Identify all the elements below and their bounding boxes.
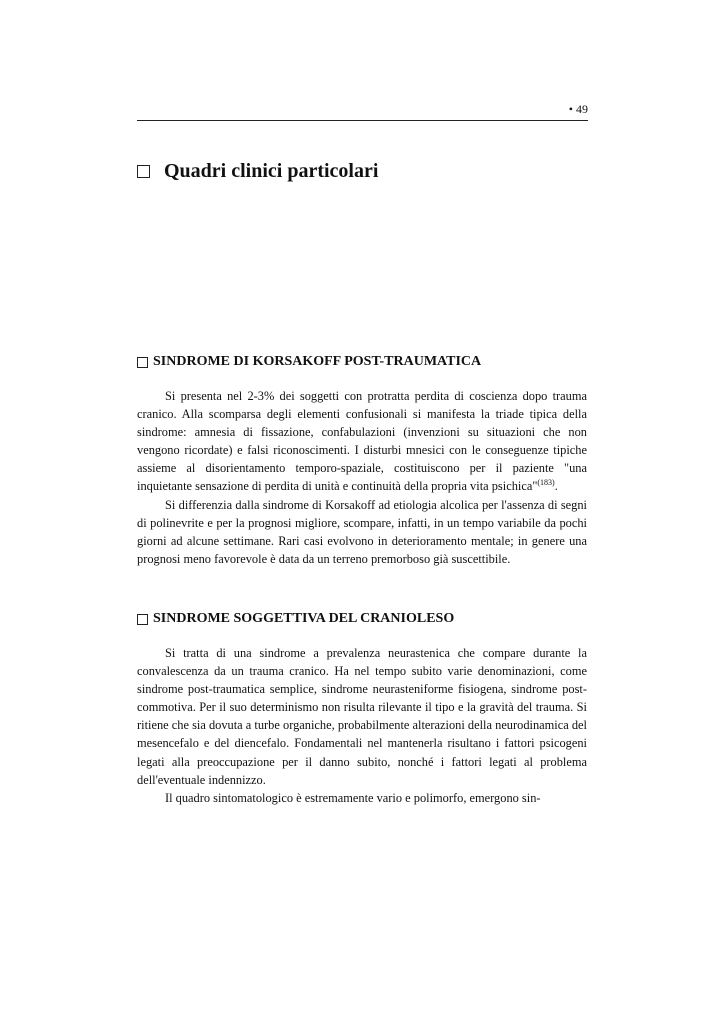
paragraph: Si differenzia dalla sindrome di Korsakoff ad etiologia alcolica per l'assenza di segni di polinevrite e per la prognosi migliore, scompare, infatti, in un tempo variabile da pochi giorni ad alcune settimane. Rari casi evolvono in deterioramento mentale; in genere una prognosi meno favorevole è data da un terreno premorboso già suscettibile. bbox=[137, 497, 587, 566]
checkbox-square-icon bbox=[137, 357, 148, 368]
checkbox-square-icon bbox=[137, 165, 150, 178]
chapter-title bbox=[137, 160, 378, 183]
page-number: • 49 bbox=[568, 102, 588, 116]
paragraph: Il quadro sintomatologico è estremamente vario e polimorfo, emergono sin- bbox=[165, 790, 541, 805]
paragraph bbox=[137, 387, 587, 496]
page-header bbox=[137, 100, 588, 121]
section-craniolesion bbox=[137, 611, 587, 807]
citation-superscript: (183) bbox=[537, 478, 555, 488]
paragraph-end: . bbox=[554, 479, 558, 494]
section-heading bbox=[137, 354, 587, 370]
paragraph: Si tratta di una sindrome a prevalenza neurastenica che compare durante la convalescenza da un trauma cranico. Ha nel tempo subito varie denominazioni, come sindrome post-traumatica semplice, sindrome neurasteniforme fisiogena, sindrome post-commotiva. Per il suo determinismo non risulta rilevante il tipo e la gravità del trauma. Si ritiene che sia dovuta a turbe organiche, probabilmente alterazioni della neurodinamica del mesencefalo e del diencefalo. Fondamentali nel mantenerla risultano i fattori psicogeni legati alla preoccupazione per il danno subito, nonché i fattori legati al problema dell'eventuale indennizzo. bbox=[137, 646, 587, 787]
section-heading-text: SINDROME SOGGETTIVA DEL CRANIOLESO bbox=[153, 611, 455, 626]
paragraph-text: Si presenta nel 2-3% dei soggetti con protratta perdita di coscienza dopo trauma cranico. Alla scomparsa degli elementi confusionali si manifesta la triade tipica della sindrome: amnesia di fissazione, confabulazioni (invenzioni su situazioni che non vengono ricordate) e falsi riconoscimenti. I disturbi mnesici con le conseguenze tipiche assieme al disorientamento temporo-spaziale, costituiscono per il paziente "una inquietante sensazione di perdita di unità e continuità della propria vita psichica" bbox=[137, 389, 587, 494]
section-heading bbox=[137, 611, 587, 627]
section-korsakoff bbox=[137, 354, 587, 568]
chapter-title-text: Quadri clinici particolari bbox=[164, 160, 379, 182]
checkbox-square-icon bbox=[137, 614, 148, 625]
section-heading-text: SINDROME DI KORSAKOFF POST-TRAUMATICA bbox=[153, 354, 482, 369]
